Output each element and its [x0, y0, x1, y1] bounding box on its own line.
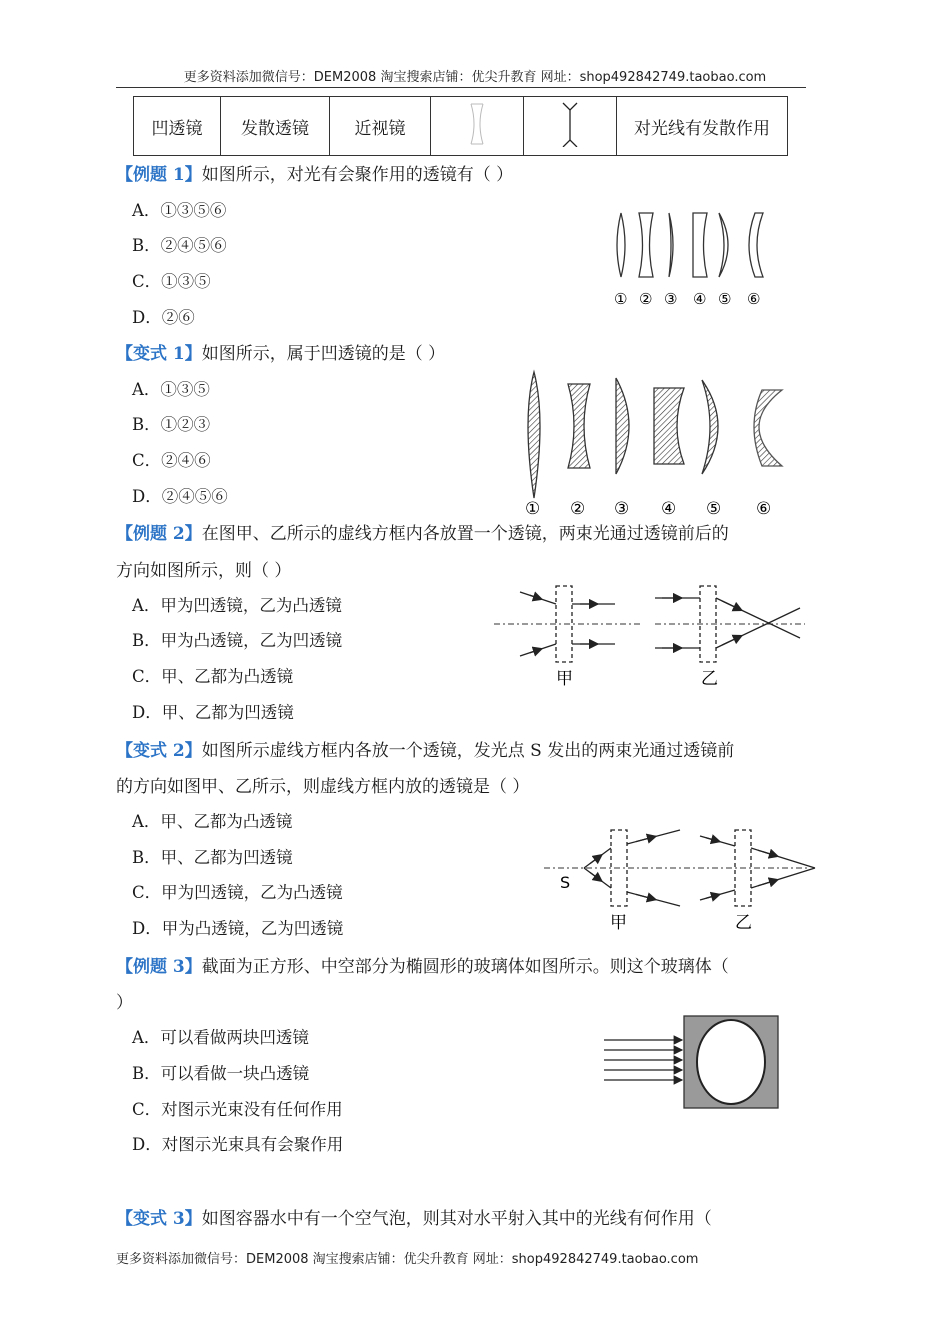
- v1-lens-5: [702, 380, 718, 474]
- table-cell-type: 凹透镜: [134, 97, 221, 156]
- v2-tag: 【变式 2】: [116, 741, 202, 761]
- q1-lens-1: [617, 213, 625, 277]
- v1-label-3: ③: [614, 499, 630, 518]
- table-row: [134, 97, 788, 156]
- v1-tag: 【变式 1】: [116, 344, 202, 364]
- q2-tag: 【例题 2】: [116, 524, 202, 544]
- q1-option-a: A．①③⑤⑥: [132, 201, 227, 220]
- v1-option-c: C．②④⑥: [132, 451, 211, 470]
- v2-label-s: S: [560, 873, 571, 892]
- q1-lens-3: [669, 213, 673, 277]
- q1-option-b: B．②④⑤⑥: [132, 236, 227, 255]
- q1-label-6: ⑥: [747, 290, 761, 308]
- v1-label-5: ⑤: [706, 499, 722, 518]
- v2-option-d: D．甲为凸透镜，乙为凹透镜: [132, 919, 344, 938]
- v2-label-b: 乙: [735, 913, 752, 932]
- q2-ray-figure: [490, 580, 810, 690]
- q3-stem-line-1: [116, 952, 729, 977]
- page-footer: 更多资料添加微信号：DEM2008 淘宝搜索店铺：优尖升教育 网址：shop492842749.taobao.com: [116, 1252, 699, 1267]
- q1-option-d: D．②⑥: [132, 308, 195, 327]
- page-header: 更多资料添加微信号：DEM2008 淘宝搜索店铺：优尖升教育 网址：shop492842749.taobao.com: [183, 70, 767, 85]
- q1-stem: 如图所示，对光有会聚作用的透镜有（ ）: [201, 165, 514, 185]
- q2-option-a: A．甲为凹透镜，乙为凸透镜: [132, 596, 342, 615]
- q3-stem-1: 截面为正方形、中空部分为椭圆形的玻璃体如图所示。则这个玻璃体（: [201, 957, 729, 977]
- table-cell-use: 近视镜: [330, 97, 431, 156]
- v2-option-a: A．甲、乙都为凸透镜: [132, 812, 293, 831]
- v1-lens-2: [568, 384, 590, 468]
- q3-option-d: D．对图示光束具有会聚作用: [132, 1135, 344, 1154]
- q1-lens-figure: [605, 205, 775, 310]
- q1-label-2: ②: [639, 290, 653, 308]
- q2-label-a: 甲: [556, 669, 573, 689]
- q2-option-c: C．甲、乙都为凸透镜: [132, 667, 294, 686]
- v1-option-b: B．①②③: [132, 415, 211, 434]
- table-cell-lens-symbol: [524, 97, 617, 156]
- v1-label-1: ①: [525, 499, 541, 518]
- v1-lens-1: [528, 372, 540, 498]
- q1-label-1: ①: [614, 290, 628, 308]
- v3-stem-line: [116, 1204, 712, 1229]
- v1-option-d: D．②④⑤⑥: [132, 487, 228, 506]
- lens-summary-table: [133, 96, 788, 156]
- v2-stem-2: 的方向如图甲、乙所示，则虚线方框内放的透镜是（ ）: [116, 777, 530, 797]
- q3-tag: 【例题 3】: [116, 957, 202, 977]
- q1-lens-5: [719, 213, 728, 277]
- q3-stem-2: ）: [116, 993, 133, 1013]
- v1-stem-line: [116, 339, 445, 364]
- header-divider: [116, 87, 806, 88]
- q1-lens-2: [639, 213, 653, 277]
- q3-option-a: A．可以看做两块凹透镜: [132, 1028, 309, 1047]
- q1-lens-4: [693, 213, 707, 277]
- q2-stem-1: 在图甲、乙所示的虚线方框内各放置一个透镜，两束光通过透镜前后的: [201, 524, 729, 544]
- v1-stem: 如图所示，属于凹透镜的是（ ）: [201, 344, 446, 364]
- q3-option-b: B．可以看做一块凸透镜: [132, 1064, 310, 1083]
- v1-label-4: ④: [661, 499, 677, 518]
- q1-label-3: ③: [664, 290, 678, 308]
- v2-label-a: 甲: [610, 913, 627, 932]
- v1-lens-4: [654, 388, 684, 464]
- v1-lens-6: [754, 390, 782, 466]
- q3-glass-figure: [600, 1012, 785, 1112]
- q3-hollow-ellipse: [697, 1020, 765, 1104]
- q2-stem-2: 方向如图所示，则（ ）: [116, 561, 292, 581]
- table-cell-alias: 发散透镜: [221, 97, 330, 156]
- v2-ray-figure: [540, 822, 820, 932]
- v2-stem-line-1: [116, 736, 734, 761]
- v1-label-2: ②: [570, 499, 586, 518]
- table-cell-lens-image: [431, 97, 524, 156]
- v1-lens-3: [616, 378, 629, 474]
- v2-option-c: C．甲为凹透镜，乙为凸透镜: [132, 883, 343, 902]
- v1-lens-figure: [520, 368, 790, 518]
- q2-label-b: 乙: [701, 669, 718, 689]
- concave-lens-sketch-icon: [462, 102, 492, 146]
- v2-stem-1: 如图所示虚线方框内各放一个透镜，发光点 S 发出的两束光通过透镜前: [201, 741, 735, 761]
- q2-option-d: D．甲、乙都为凹透镜: [132, 703, 294, 722]
- q2-stem-line-1: [116, 519, 729, 544]
- q3-option-c: C．对图示光束没有任何作用: [132, 1100, 343, 1119]
- q1-lens-6: [749, 213, 763, 277]
- q1-label-5: ⑤: [718, 290, 732, 308]
- v1-label-6: ⑥: [756, 499, 772, 518]
- v1-option-a: A．①③⑤: [132, 380, 210, 399]
- v2-option-b: B．甲、乙都为凹透镜: [132, 848, 293, 867]
- q1-tag: 【例题 1】: [116, 165, 202, 185]
- table-cell-effect: 对光线有发散作用: [617, 97, 788, 156]
- q1-stem-line: [116, 160, 513, 185]
- v3-stem: 如图容器水中有一个空气泡，则其对水平射入其中的光线有何作用（: [201, 1209, 712, 1229]
- q2-option-b: B．甲为凸透镜，乙为凹透镜: [132, 631, 343, 650]
- q1-option-c: C．①③⑤: [132, 272, 211, 291]
- q1-label-4: ④: [693, 290, 707, 308]
- concave-lens-symbol-icon: [555, 101, 585, 147]
- v3-tag: 【变式 3】: [116, 1209, 202, 1229]
